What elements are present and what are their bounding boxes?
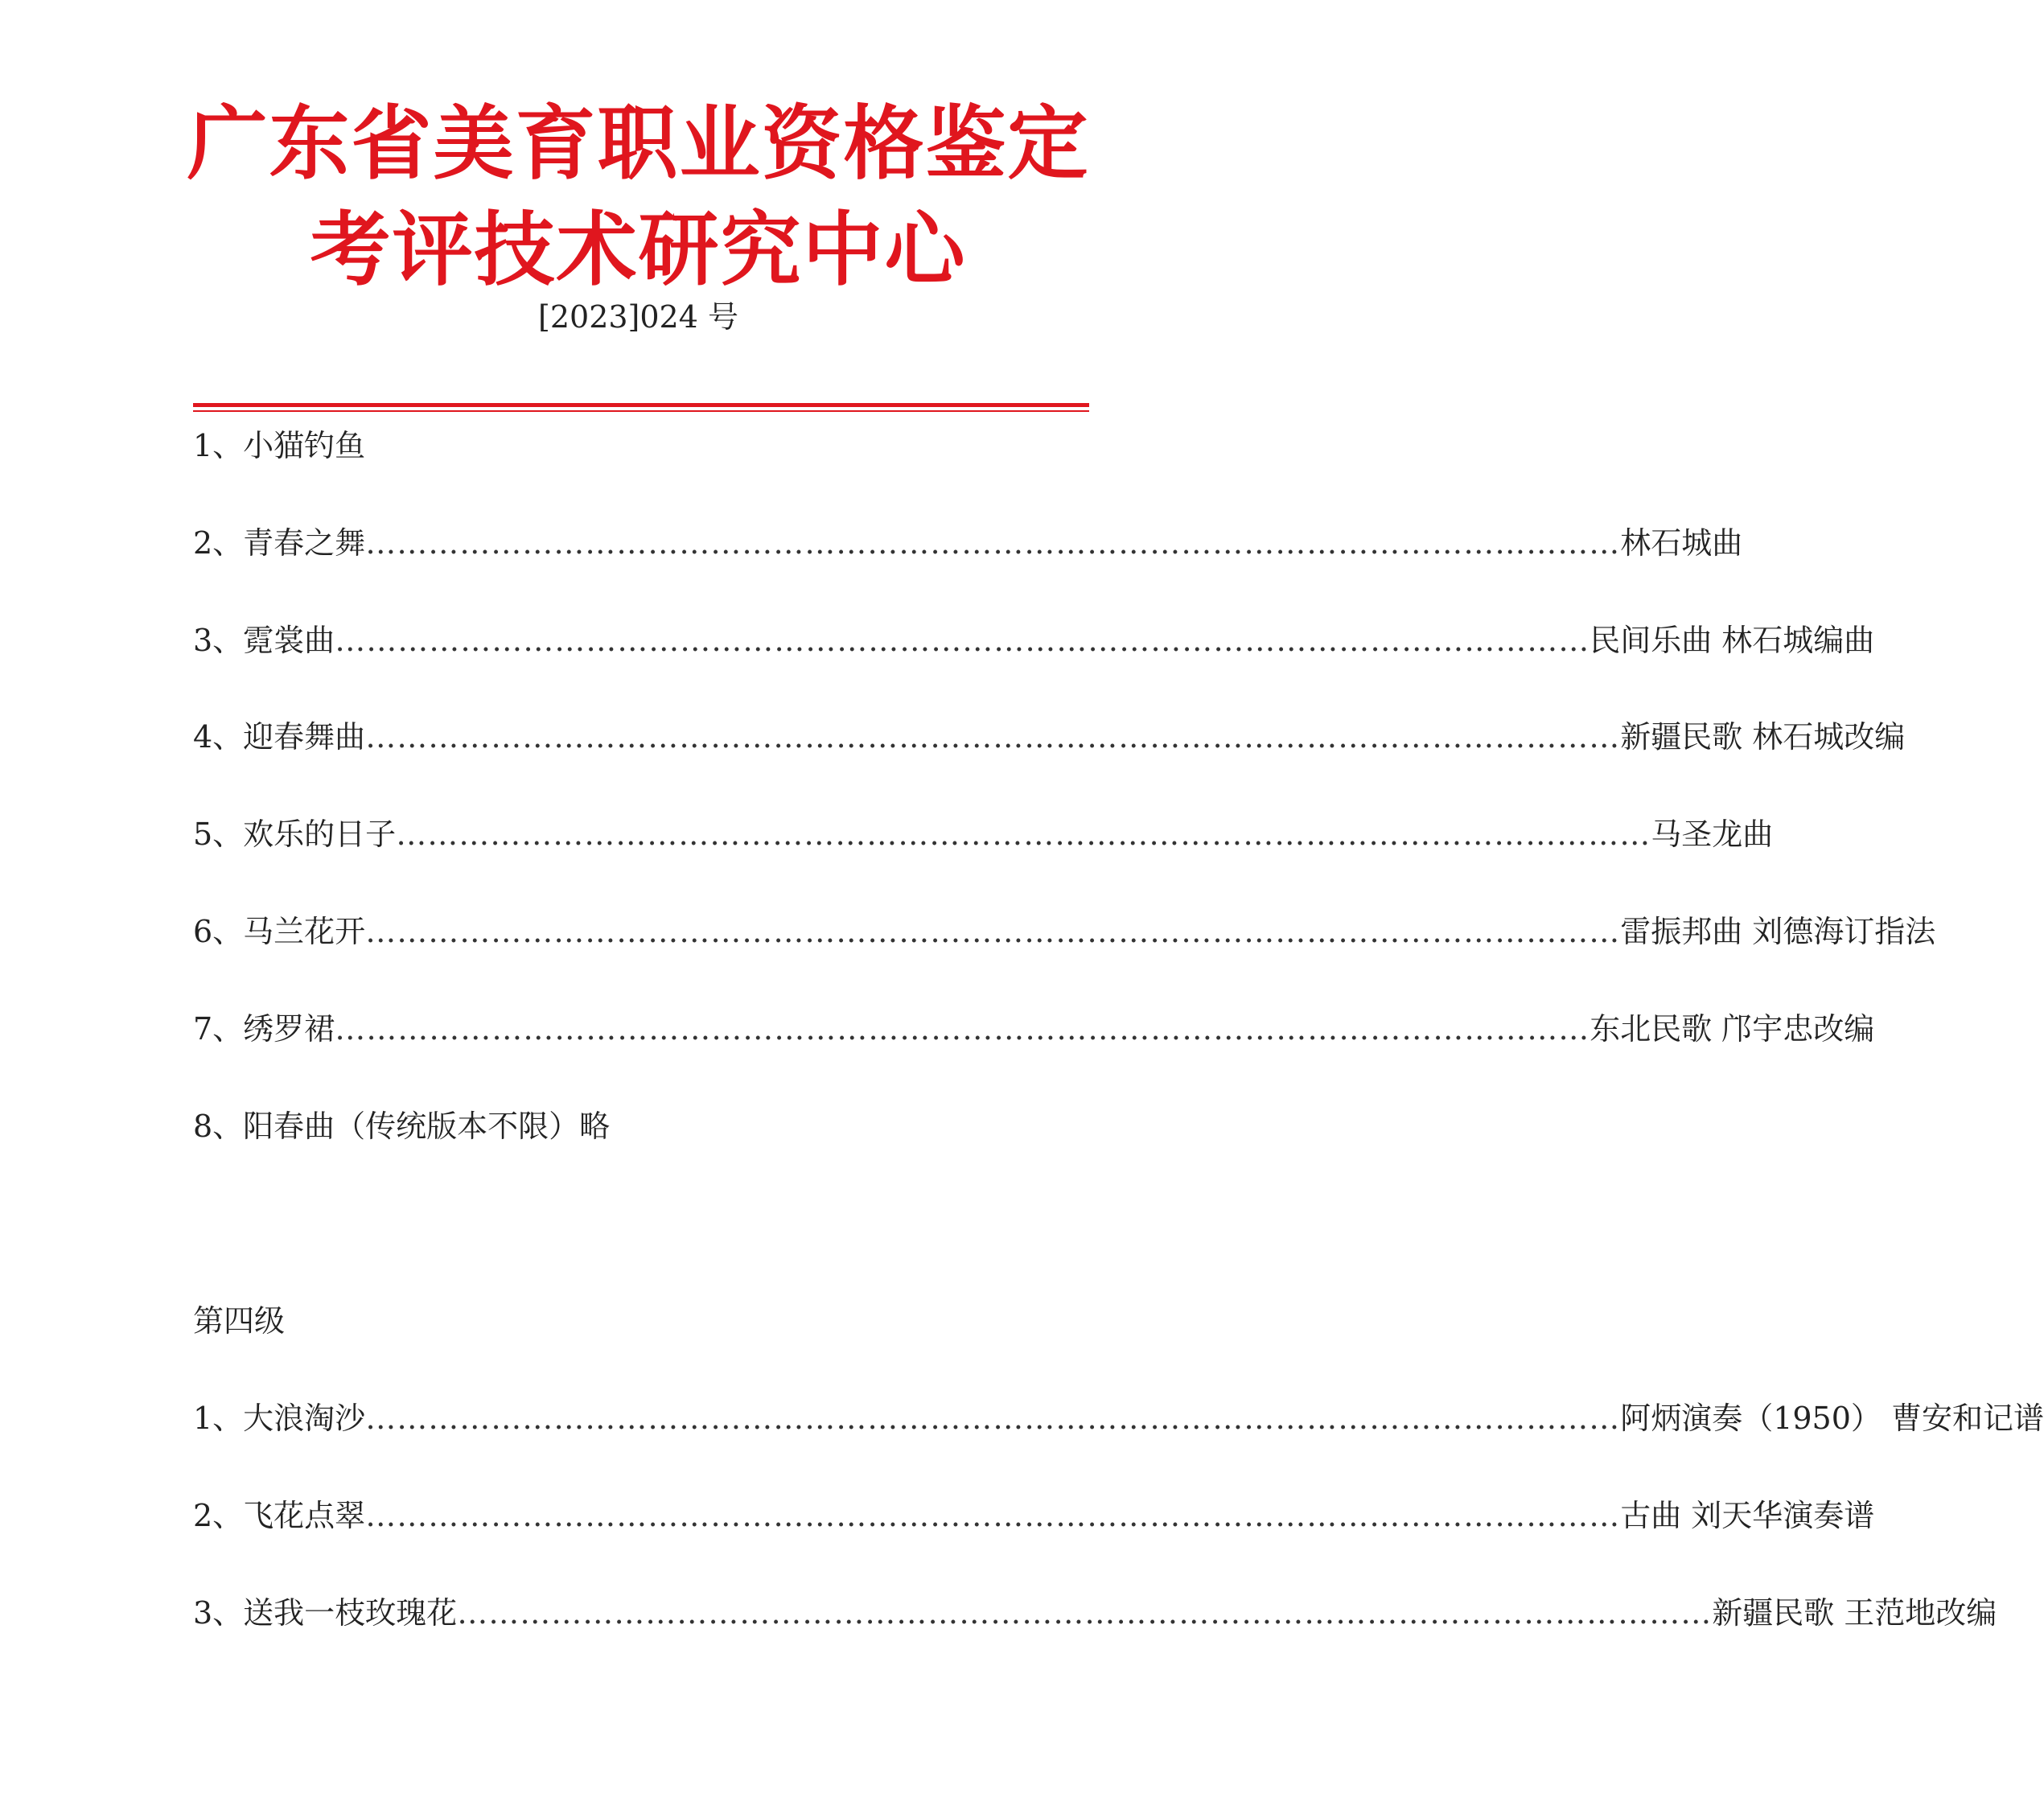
list-item: [193, 911, 1936, 952]
header-divider-thick: [193, 403, 1089, 407]
item-credit: 新疆民歌 林石城改编: [1620, 719, 1906, 755]
list-item: [193, 1106, 1089, 1146]
item-title: 6、马兰花开: [193, 914, 366, 949]
item-title: 1、小猫钓鱼: [193, 428, 366, 463]
item-credit: 新疆民歌 王范地改编: [1712, 1595, 1997, 1631]
dot-leader: …………………………………………………………………………………………………………: [335, 1011, 1590, 1047]
item-credit: 雷振邦曲 刘德海订指法: [1620, 914, 1936, 949]
item-credit: 东北民歌 邝宇忠改编: [1590, 1011, 1875, 1047]
list-item: [193, 1495, 1875, 1536]
item-title: 1、大浪淘沙: [193, 1401, 366, 1436]
list-item: [193, 717, 1906, 757]
item-credit: 林石城曲: [1620, 525, 1743, 561]
list-item: [193, 1593, 1997, 1633]
dot-leader: …………………………………………………………………………………………………………: [365, 525, 1621, 561]
item-title: 7、绣罗裙: [193, 1011, 335, 1047]
dot-leader: …………………………………………………………………………………………………………: [335, 623, 1590, 658]
item-title: 3、送我一枝玫瑰花: [193, 1595, 458, 1631]
list-item: [193, 426, 1089, 466]
item-credit: 阿炳演奏（1950） 曹安和记谱: [1620, 1401, 2044, 1436]
list-item: [193, 620, 1875, 660]
item-credit: 马圣龙曲: [1651, 817, 1774, 852]
document-title-line1: 广东省美育职业资格鉴定: [187, 96, 1090, 191]
item-title: 8、阳春曲（传统版本不限）略: [193, 1109, 611, 1144]
list-item: [193, 1398, 2044, 1438]
list-item: [193, 814, 1774, 854]
item-title: 2、青春之舞: [193, 525, 366, 561]
dot-leader: …………………………………………………………………………………………………………: [365, 719, 1621, 755]
list-item: [193, 1009, 1875, 1049]
item-credit: 民间乐曲 林石城编曲: [1590, 623, 1875, 658]
item-credit: 古曲 刘天华演奏谱: [1620, 1498, 1875, 1533]
list-item: [193, 523, 1743, 563]
dot-leader: …………………………………………………………………………………………………………: [365, 1498, 1621, 1533]
dot-leader: …………………………………………………………………………………………………………: [365, 914, 1621, 949]
dot-leader: …………………………………………………………………………………………………………: [457, 1595, 1713, 1631]
document-number: [2023]024 号: [538, 299, 738, 335]
dot-leader: …………………………………………………………………………………………………………: [396, 817, 1651, 852]
item-title: 2、飞花点翠: [193, 1498, 366, 1533]
header-divider-thin: [193, 410, 1089, 412]
item-title: 3、霓裳曲: [193, 623, 335, 658]
section-heading-level4: 第四级: [193, 1303, 286, 1339]
dot-leader: …………………………………………………………………………………………………………: [365, 1401, 1621, 1436]
item-title: 4、迎春舞曲: [193, 719, 366, 755]
document-title-line2: 考评技术研究中心: [310, 202, 967, 297]
item-title: 5、欢乐的日子: [193, 817, 397, 852]
